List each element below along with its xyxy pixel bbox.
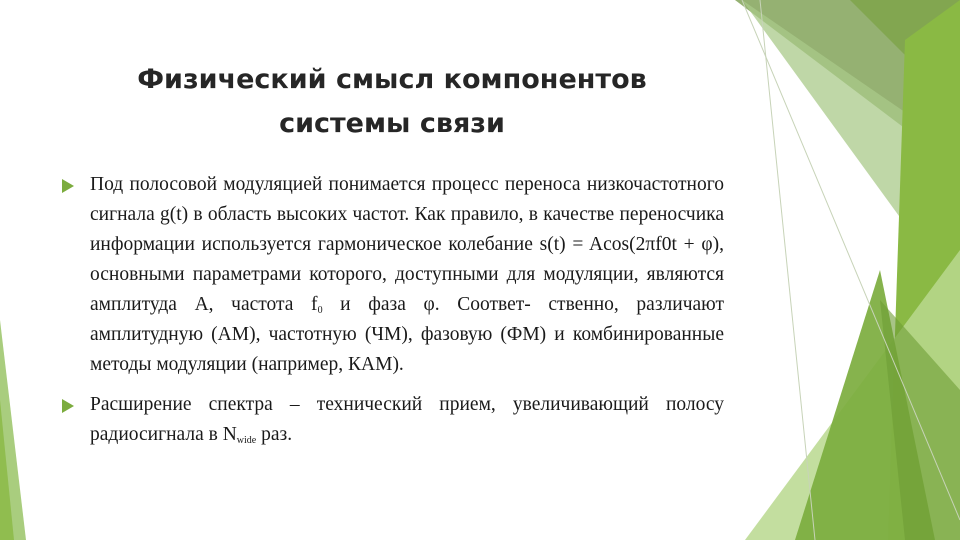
subscript: 0 xyxy=(317,305,323,316)
bullet-arrow-icon xyxy=(62,399,74,413)
bullet-item-modulation xyxy=(62,170,724,380)
bullet-text-part: Под полосовой модуляцией понимается процесс переноса низкочастотного сигнала g(t) в область высоких частот. Как правило, в качестве переносчика информации используется гармоническое колебание s(t) = Acos(2πf0t + φ), основными параметрами которого, доступными для модуляции, являются амплитуда А, частота f xyxy=(90,174,724,315)
bullet-text-part: Расширение спектра – технический прием, увеличивающий полосу радиосигнала в N xyxy=(90,394,724,445)
bullet-text xyxy=(90,170,724,380)
bullet-text-part: и фаза φ. Соответ- ственно, различают амплитудную (АМ), частотную (ЧМ), фазовую (ФМ) и комбинированные методы модуляции (например, КАМ). xyxy=(90,294,724,375)
title-line-1: Физический смысл компонентов xyxy=(137,64,647,95)
bullet-arrow-icon xyxy=(62,179,74,193)
title-line-2: системы связи xyxy=(279,108,505,139)
slide-title xyxy=(92,58,692,146)
bullet-text xyxy=(90,390,724,450)
bullet-item-spread-spectrum xyxy=(62,390,724,450)
bullet-text-part: раз. xyxy=(256,424,293,445)
subscript: wide xyxy=(236,435,257,446)
bullet-list xyxy=(62,170,724,460)
